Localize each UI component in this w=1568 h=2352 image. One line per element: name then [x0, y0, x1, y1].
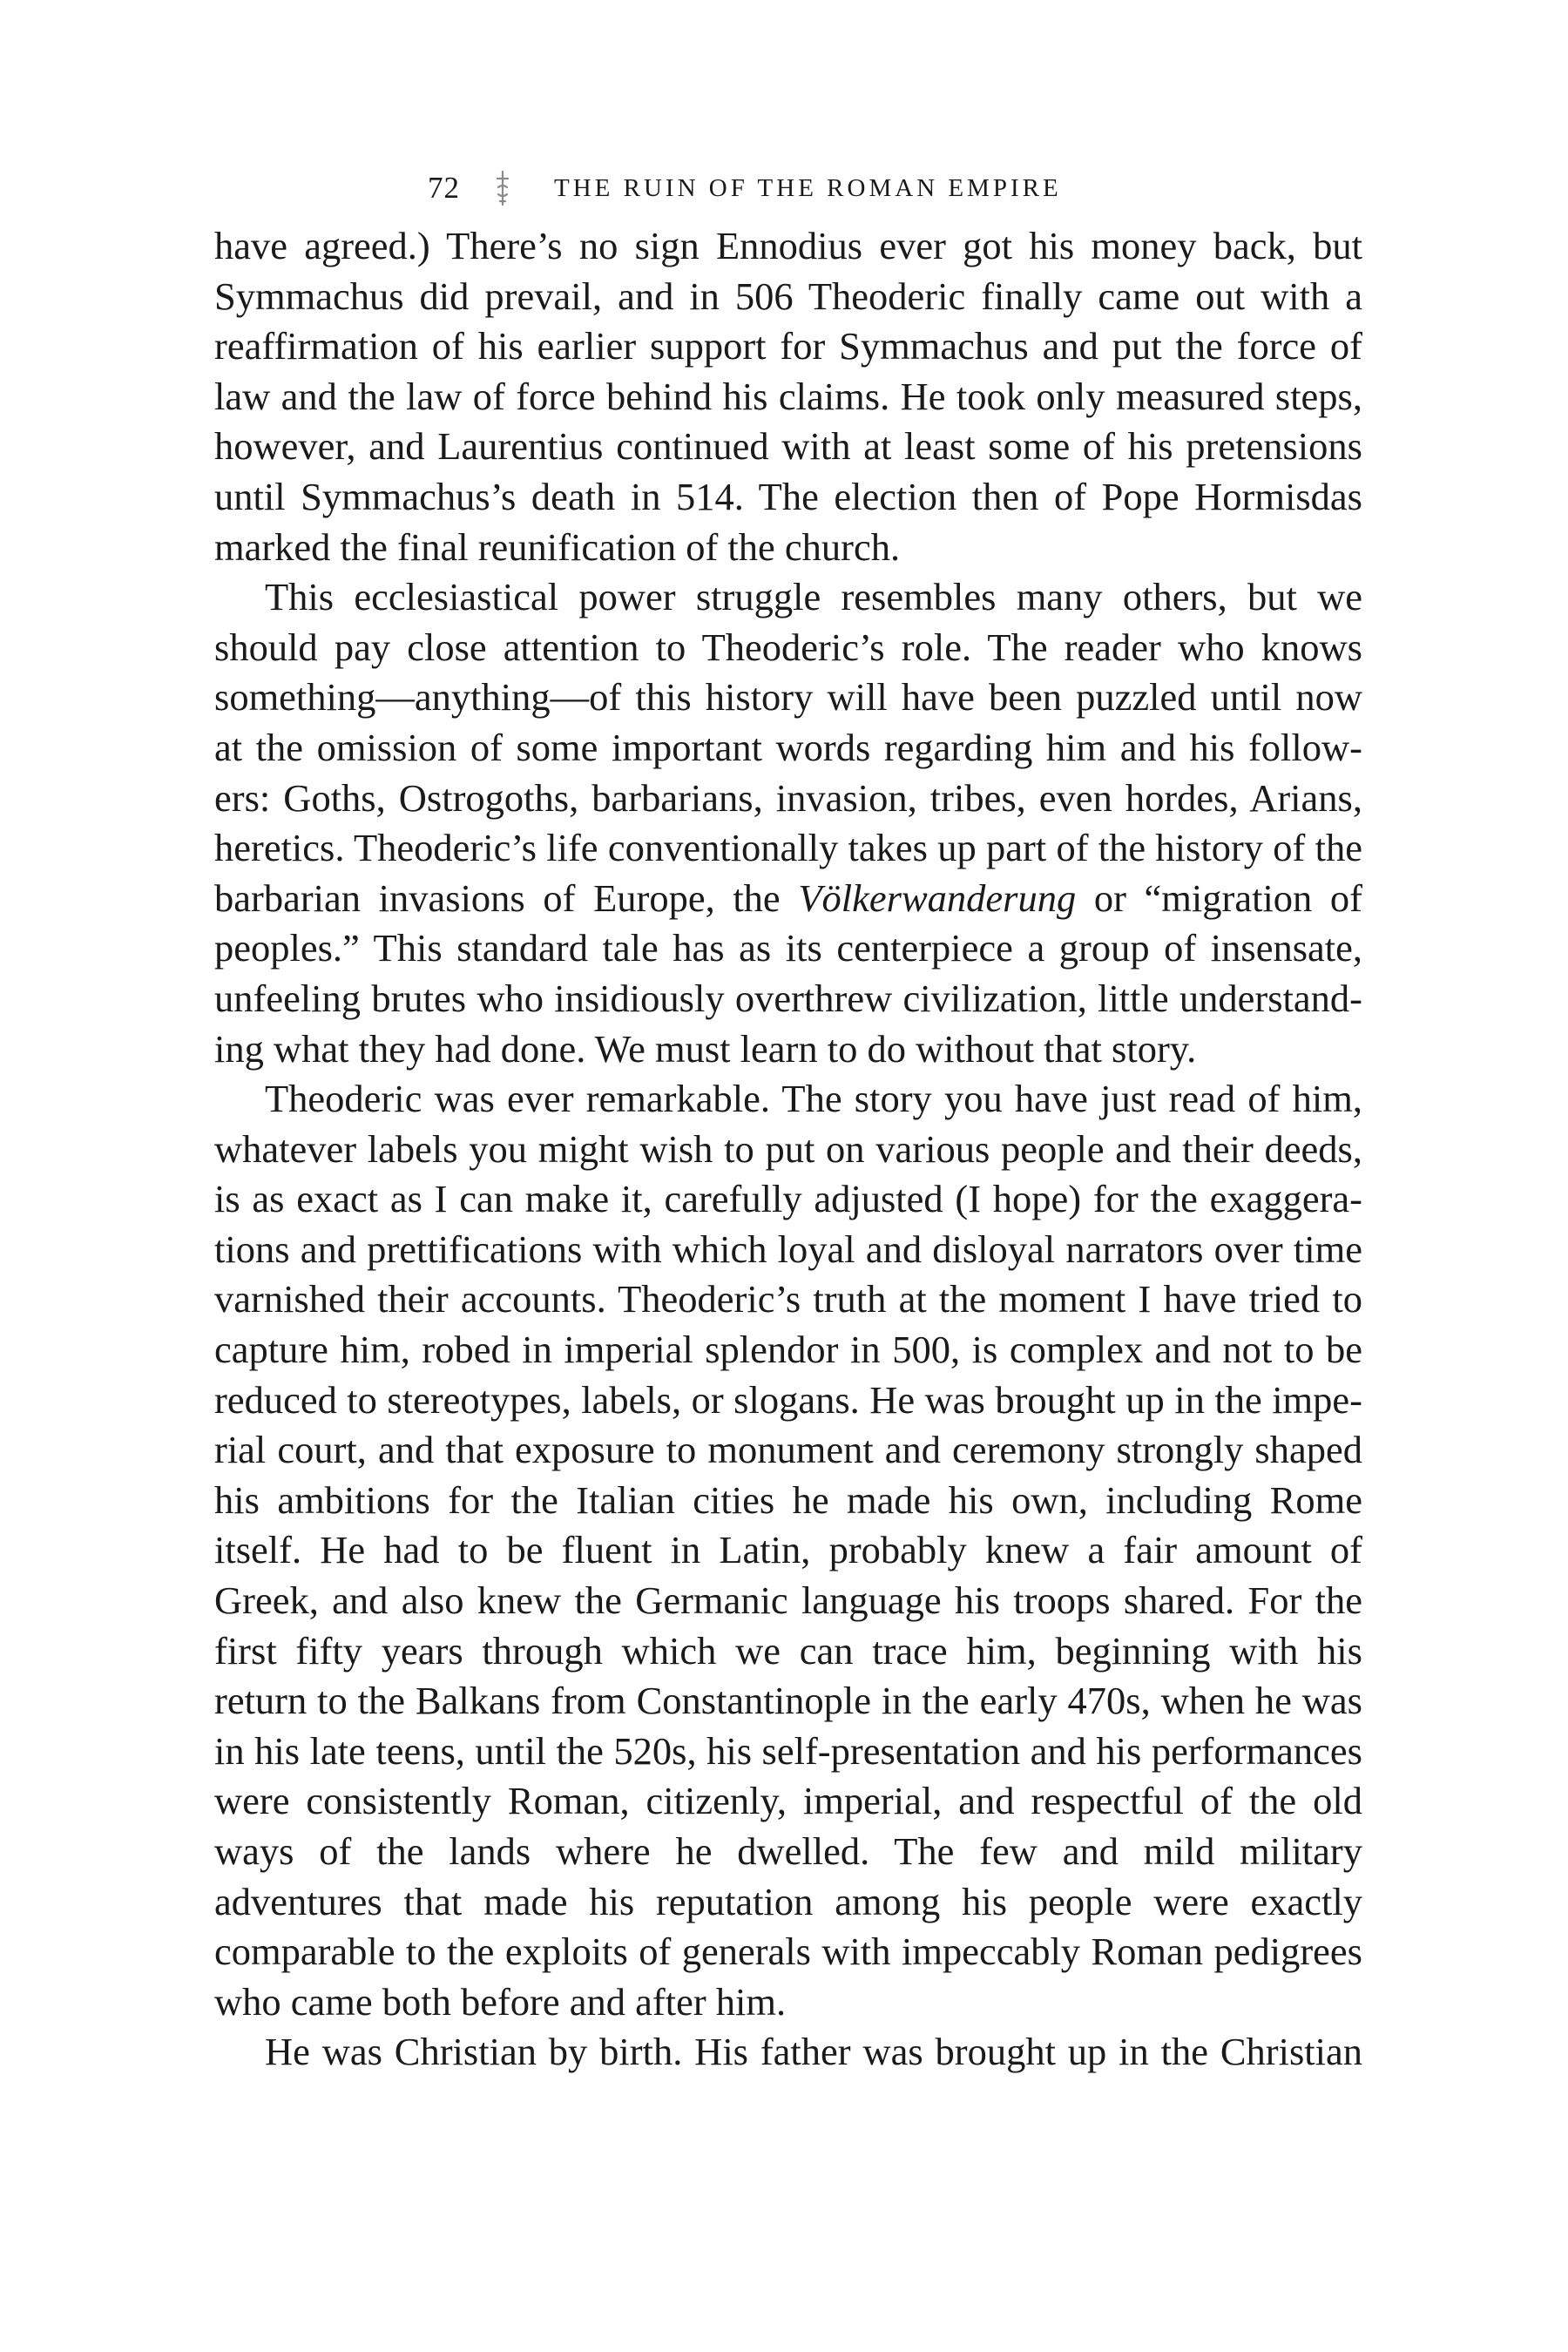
- paragraph-4: He was Christian by birth. His father was brought up in the Christian: [265, 2030, 1362, 2074]
- page-number: 72: [428, 171, 460, 205]
- running-head: [428, 167, 1062, 209]
- book-title: THE RUIN OF THE ROMAN EMPIRE: [554, 173, 1062, 202]
- paragraph-3: Theoderic was ever remarkable. The story you have just read of him, whatever labels you might wish to put on various people and their deeds, is as exact as I can make it, carefully adjusted (I hope) for the exaggerations and prettifications with which loyal and disloyal narrators over time varnished their accounts. Theoderic’s truth at the moment I have tried to capture him, robed in imperial splendor in 500, is complex and not to be reduced to stereotypes, labels, or slogans. He was brought up in the imperial court, and that exposure to monument and ceremony strongly shaped his ambitions for the Italian cities he made his own, including Rome itself. He had to be fluent in Latin, probably knew a fair amount of Greek, and also knew the Germanic language his troops shared. For the first fifty years through which we can trace him, beginning with his return to the Balkans from Constantinople in the early 470s, when he was in his late teens, until the 520s, his self-presentation and his performances were consistently Roman, citizenly, imperial, and respectful of the old ways of the lands where he dwelled. The few and mild military adventures that made his reputation among his people were exactly comparable to the exploits of generals with impeccably Roman pedigrees who came both before and after him.: [214, 1077, 1362, 2024]
- cross-ornament-icon: [493, 170, 512, 206]
- italic-term: Völkerwanderung: [798, 875, 1077, 920]
- paragraph-2-after: or “migration of peoples.” This standard tale has as its centerpiece a group of insensate, unfeeling brutes who insidiously overthrew civilization, little understanding what they had done. We must learn to do without that story.: [214, 875, 1362, 1071]
- paragraph-1: have agreed.) There’s no sign Ennodius ever got his money back, but Symmachus did prevail, and in 506 Theoderic finally came out with a reaffirmation of his earlier support for Symmachus and put the force of law and the law of force behind his claims. He took only measured steps, however, and Laurentius continued with at least some of his pretensions until Symmachus’s death in 514. The election then of Pope Hormisdas marked the final reunification of the church.: [214, 224, 1362, 569]
- body-text: [214, 221, 1362, 2078]
- paragraph-2: [214, 572, 1362, 1074]
- paragraph-2-before: This ecclesiastical power struggle resembles many others, but we should pay close attention to Theoderic’s role. The reader who knows something—anything—of this history will have been puzzled until now at the omission of some important words regarding him and his followers: Goths, Ostrogoths, barbarians, invasion, tribes, even hordes, Arians, heretics. Theoderic’s life conventionally takes up part of the history of the barbarian invasions of Europe, the: [214, 575, 1362, 920]
